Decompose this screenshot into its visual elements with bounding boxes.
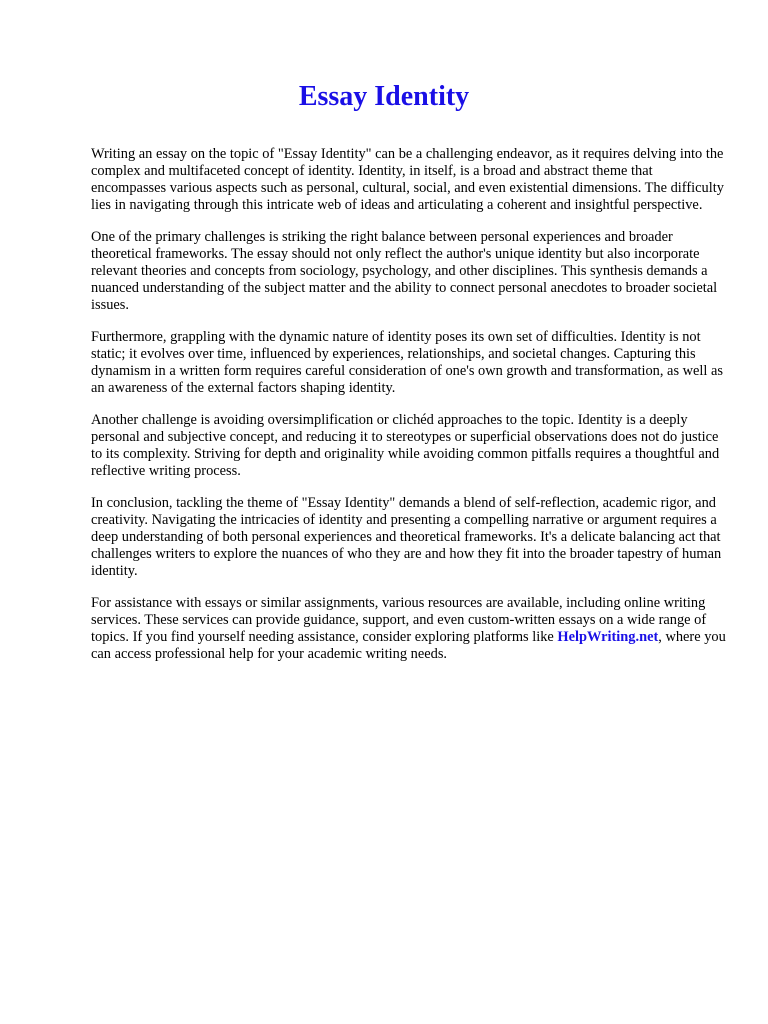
paragraph-assistance <box>91 595 731 663</box>
assistance-text-after: , where you can access professional help for your academic writing needs. <box>91 629 726 662</box>
helpwriting-link[interactable]: HelpWriting.net <box>557 629 659 645</box>
assistance-text-before: For assistance with essays or similar assignments, various resources are available, including online writing services. These services can provide guidance, support, and even custom-written essays on a wide range of topics. If you find yourself needing assistance, consider exploring platforms like <box>91 595 707 645</box>
document-title: Essay Identity <box>298 81 470 112</box>
document-body <box>91 146 731 678</box>
paragraph-intro: Writing an essay on the topic of "Essay Identity" can be a challenging endeavor, as it requires delving into the complex and multifaceted concept of identity. Identity, in itself, is a broad and abstract theme that encompasses various aspects such as personal, cultural, social, and even existential dimensions. The difficulty lies in navigating through this intricate web of ideas and articulating a coherent and insightful perspective. <box>91 146 724 213</box>
paragraph-balance: One of the primary challenges is striking the right balance between personal experiences and broader theoretical frameworks. The essay should not only reflect the author's unique identity but also incorporate relevant theories and concepts from sociology, psychology, and other disciplines. This synthesis demands a nuanced understanding of the subject matter and the ability to connect personal anecdotes to broader societal issues. <box>91 229 718 313</box>
paragraph-conclusion: In conclusion, tackling the theme of "Essay Identity" demands a blend of self-reflection, academic rigor, and creativity. Navigating the intricacies of identity and presenting a compelling narrative or argument requires a deep understanding of both personal experiences and theoretical frameworks. It's a delicate balancing act that challenges writers to explore the nuances of who they are and how they fit into the broader tapestry of human identity. <box>91 495 722 579</box>
paragraph-oversimplification: Another challenge is avoiding oversimplification or clichéd approaches to the topic. Identity is a deeply personal and subjective concept, and reducing it to stereotypes or superficial observations does not do justice to its complexity. Striving for depth and originality while avoiding common pitfalls requires a thoughtful and reflective writing process. <box>91 412 720 479</box>
paragraph-dynamic-nature: Furthermore, grappling with the dynamic nature of identity poses its own set of difficulties. Identity is not static; it evolves over time, influenced by experiences, relationships, and societal changes. Capturing this dynamism in a written form requires careful consideration of one's own growth and transformation, as well as an awareness of the external factors shaping identity. <box>91 329 724 396</box>
